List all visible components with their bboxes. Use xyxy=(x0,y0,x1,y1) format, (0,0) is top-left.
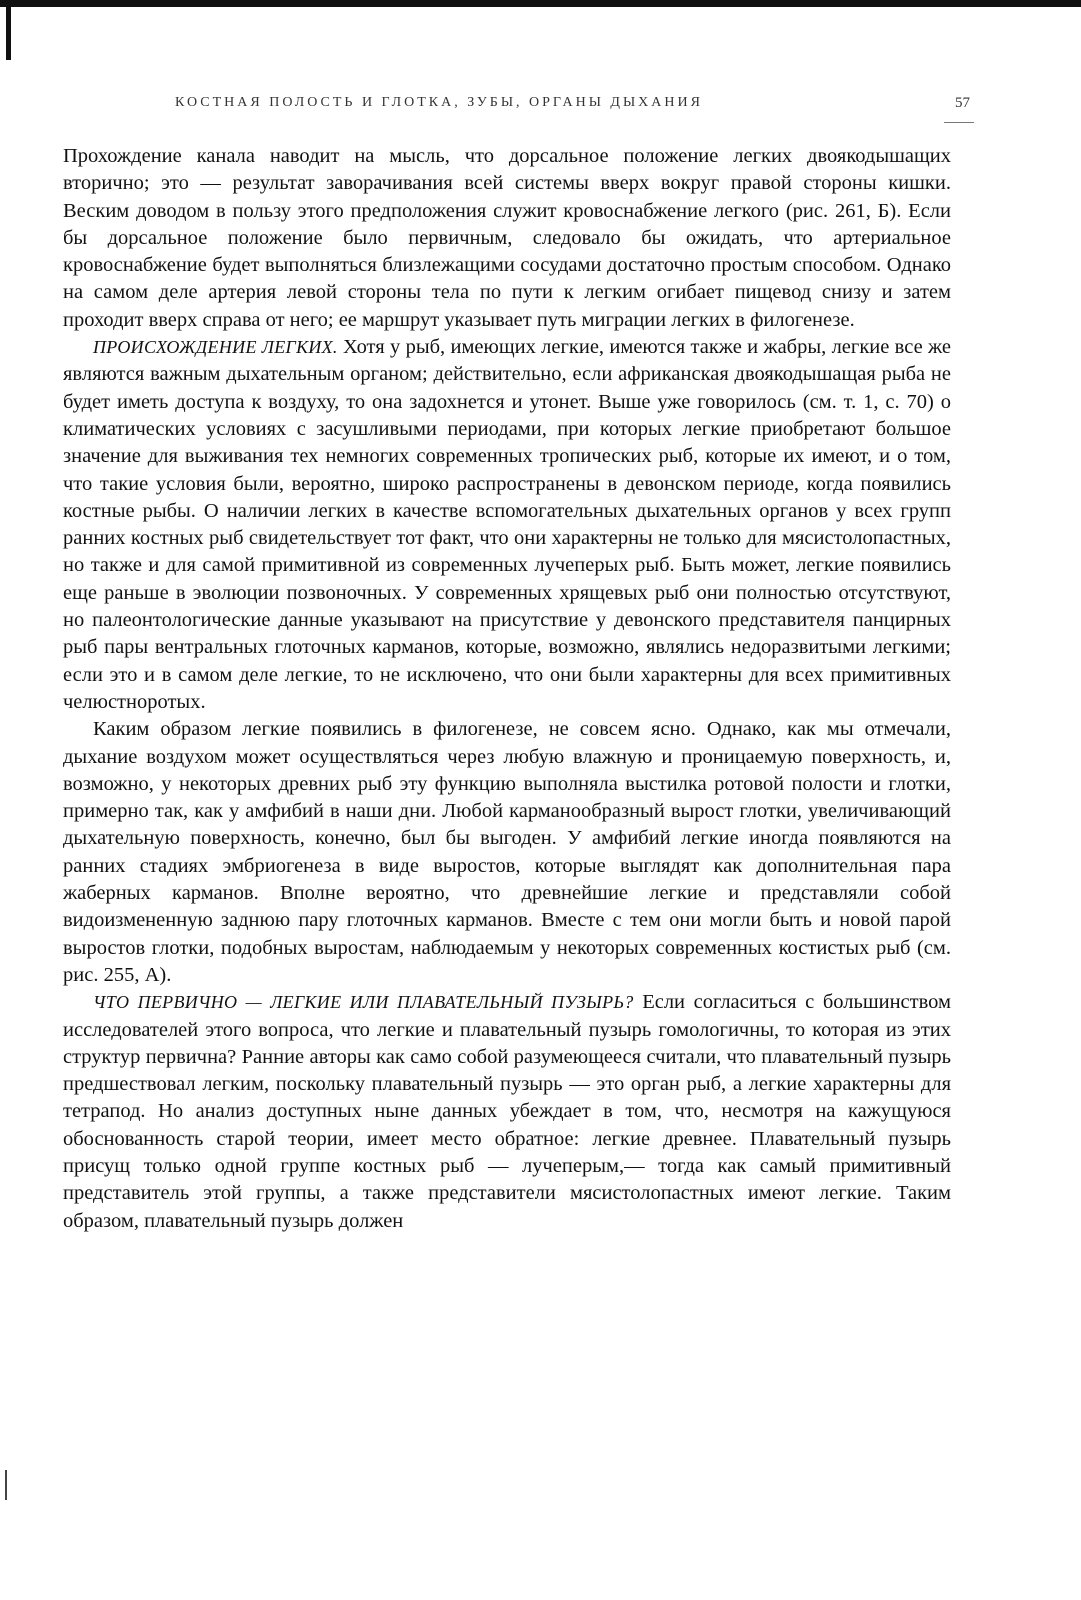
paragraph-canal xyxy=(63,143,951,334)
page-top-border xyxy=(0,0,1081,7)
section-heading-primacy: ЧТО ПЕРВИЧНО — ЛЕГКИЕ ИЛИ ПЛАВАТЕЛЬНЫЙ ПУЗЫРЬ? xyxy=(93,992,634,1013)
paragraph-text: Прохождение канала наводит на мысль, что дорсальное положение легких двоякодышащих вторично; это — результат заворачивания всей системы вверх вокруг правой стороны кишки. Веским доводом в пользу этого предположения служит кровоснабжение легкого (рис. 261, Б). Если бы дорсальное положение было первичным, следовало бы ожидать, что артериальное кровоснабжение будет выполняться близлежащими сосудами достаточно простым способом. Однако на самом деле артерия левой стороны тела по пути к легким огибает пищевод снизу и затем проходит вверх справа от него; ее маршрут указывает путь миграции легких в филогенезе. xyxy=(63,145,951,331)
body-text xyxy=(63,143,951,1235)
page-left-border xyxy=(6,0,11,60)
page-left-mark xyxy=(5,1470,7,1500)
running-head: КОСТНАЯ ПОЛОСТЬ И ГЛОТКА, ЗУБЫ, ОРГАНЫ ДЫХАНИЯ xyxy=(175,95,703,110)
paragraph-lung-origin xyxy=(63,334,951,716)
page-number: 57 xyxy=(955,95,970,111)
paragraph-phylogeny xyxy=(63,716,951,989)
paragraph-text: Если согласиться с большинством исследователей этого вопроса, что легкие и плавательный пузырь гомологичны, то которая из этих структур первична? Ранние авторы как само собой разумеющееся считали, что плавательный пузырь предшествовал легким, поскольку плавательный пузырь — это орган рыб, а легкие характерны для тетрапод. Но анализ доступных ныне данных убеждает в том, что, несмотря на кажущуюся обоснованность старой теории, имеет место обратное: легкие древнее. Плавательный пузырь присущ только одной группе костных рыб — лучеперым,— тогда как самый примитивный представитель этой группы, а также представители мясистолопастных имеют легкие. Таким образом, плавательный пузырь должен xyxy=(63,991,951,1232)
section-heading-lung-origin: ПРОИСХОЖДЕНИЕ ЛЕГКИХ. xyxy=(93,337,338,358)
page-number-rule xyxy=(944,122,974,123)
paragraph-primacy xyxy=(63,989,951,1235)
paragraph-text: Каким образом легкие появились в филогенезе, не совсем ясно. Однако, как мы отмечали, дыхание воздухом может осуществляться через любую влажную и проницаемую поверхность, и, возможно, у некоторых древних рыб эту функцию выполняла выстилка ротовой полости и глотки, примерно так, как у амфибий в наши дни. Любой карманообразный вырост глотки, увеличивающий дыхательную поверхность, конечно, был бы выгоден. У амфибий легкие иногда появляются на ранних стадиях эмбриогенеза в виде выростов, которые выглядят как дополнительная пара жаберных карманов. Вполне вероятно, что древнейшие легкие и представляли собой видоизмененную заднюю пару глоточных карманов. Вместе с тем они могли быть и новой парой выростов глотки, подобных выростам, наблюдаемым у некоторых современных костистых рыб (см. рис. 255, А). xyxy=(63,718,951,986)
paragraph-text: Хотя у рыб, имеющих легкие, имеются также и жабры, легкие все же являются важным дыхательным органом; действительно, если африканская двоякодышащая рыба не будет иметь доступа к воздуху, то она задохнется и утонет. Выше уже говорилось (см. т. 1, с. 70) о климатических условиях с засушливыми периодами, при которых легкие приобретают большое значение для выживания тех немногих современных тропических рыб, которые их имеют, и о том, что такие условия были, вероятно, широко распространены в девонском периоде, когда появились костные рыбы. О наличии легких в качестве вспомогательных дыхательных органов у всех групп ранних костных рыб свидетельствует тот факт, что они характерны не только для мясистолопастных, но также и для самой примитивной из современных лучеперых рыб. Быть может, легкие появились еще раньше в эволюции позвоночных. У современных хрящевых рыб они полностью отсутствуют, но палеонтологические данные указывают на присутствие у девонского представителя панцирных рыб пары вентральных глоточных карманов, которые, возможно, являлись недоразвитыми легкими; если это и в самом деле легкие, то не исключено, что они были характерны для всех примитивных челюстноротых. xyxy=(63,336,951,713)
